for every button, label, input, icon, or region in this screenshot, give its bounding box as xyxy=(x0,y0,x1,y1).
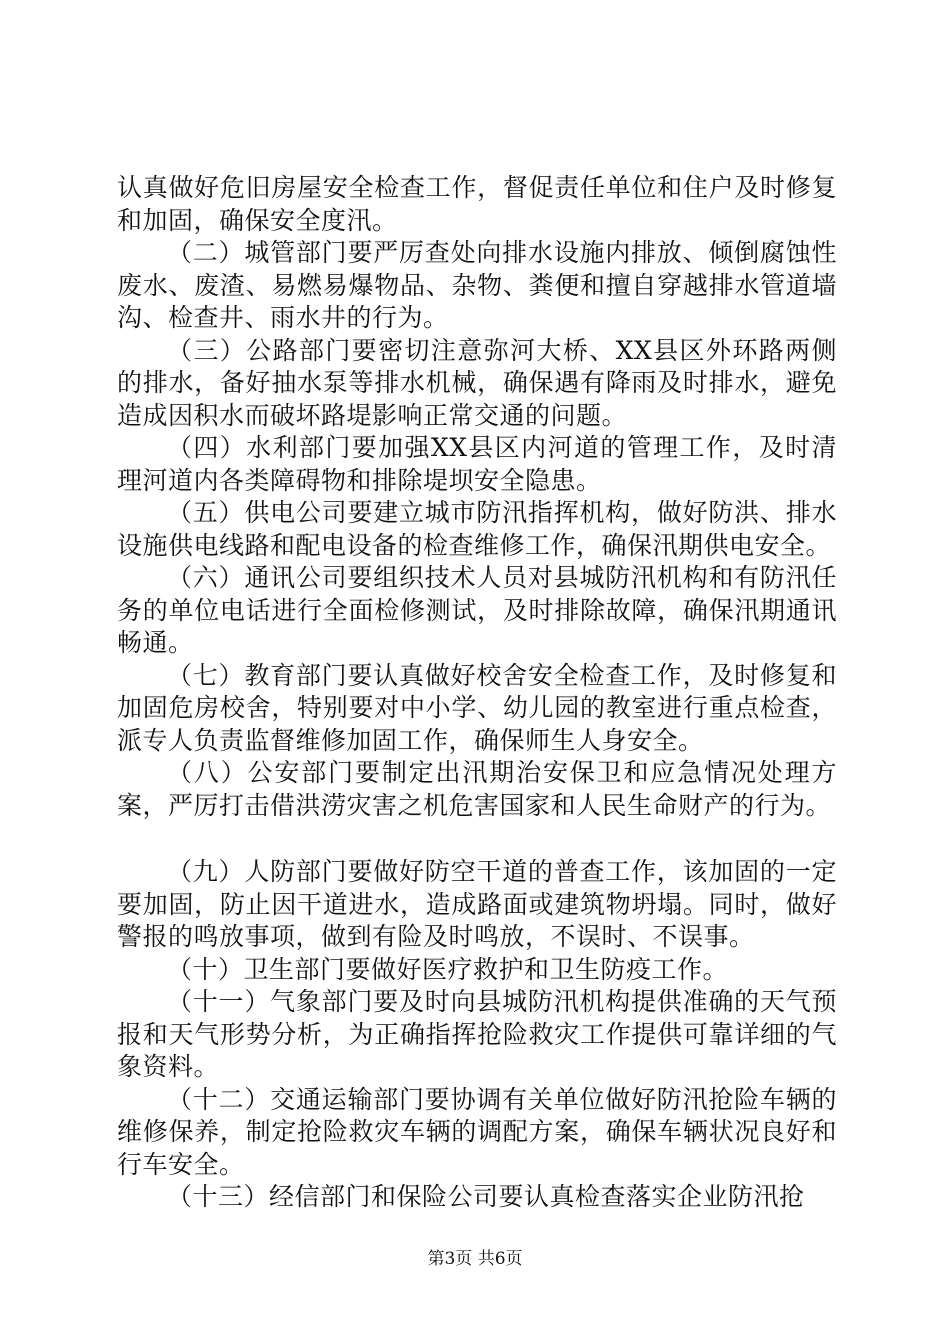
paragraph-item-8: （八）公安部门要制定出汛期治安保卫和应急情况处理方案，严厉打击借洪涝灾害之机危害国家和人民生命财产的行为。 xyxy=(117,758,837,820)
paragraph-item-5: （五）供电公司要建立城市防汛指挥机构，做好防洪、排水设施供电线路和配电设备的检查维修工作，确保汛期供电安全。 xyxy=(117,498,837,560)
document-body xyxy=(117,172,837,1214)
paragraph-item-7: （七）教育部门要认真做好校舍安全检查工作，及时修复和加固危房校舍，特别要对中小学、幼儿园的教室进行重点检查，派专人负责监督维修加固工作，确保师生人身安全。 xyxy=(117,660,837,755)
paragraph-item-11: （十一）气象部门要及时向县城防汛机构提供准确的天气预报和天气形势分析，为正确指挥抢险救灾工作提供可靠详细的气象资料。 xyxy=(117,987,837,1081)
paragraph-item-4: （四）水利部门要加强XX县区内河道的管理工作，及时清理河道内各类障碍物和排除堤坝安全隐患。 xyxy=(117,433,837,495)
paragraph-continuation: 认真做好危旧房屋安全检查工作，督促责任单位和住户及时修复和加固，确保安全度汛。 xyxy=(117,173,837,235)
paragraph-item-2: （二）城管部门要严厉查处向排水设施内排放、倾倒腐蚀性废水、废渣、易燃易爆物品、杂物、粪便和擅自穿越排水管道墙沟、检查井、雨水井的行为。 xyxy=(117,238,837,332)
paragraph-item-10: （十）卫生部门要做好医疗救护和卫生防疫工作。 xyxy=(167,954,729,984)
paragraph-item-3: （三）公路部门要密切注意弥河大桥、XX县区外环路两侧的排水，备好抽水泵等排水机械，确保遇有降雨及时排水，避免造成因积水而破坏路堤影响正常交通的问题。 xyxy=(117,335,837,430)
paragraph-item-6: （六）通讯公司要组织技术人员对县城防汛机构和有防汛任务的单位电话进行全面检修测试，及时排除故障，确保汛期通讯畅通。 xyxy=(117,563,837,657)
paragraph-item-9: （九）人防部门要做好防空干道的普查工作，该加固的一定要加固，防止因干道进水，造成路面或建筑物坍塌。同时，做好警报的鸣放事项，做到有险及时鸣放，不误时、不误事。 xyxy=(117,857,837,951)
paragraph-item-12: （十二）交通运输部门要协调有关单位做好防汛抢险车辆的维修保养，制定抢险救灾车辆的调配方案，确保车辆状况良好和行车安全。 xyxy=(117,1084,837,1179)
paragraph-item-13: （十三）经信部门和保险公司要认真检查落实企业防汛抢 xyxy=(167,1182,805,1211)
page-footer xyxy=(0,1244,950,1269)
page-number: 第3页 共6页 xyxy=(427,1249,523,1269)
